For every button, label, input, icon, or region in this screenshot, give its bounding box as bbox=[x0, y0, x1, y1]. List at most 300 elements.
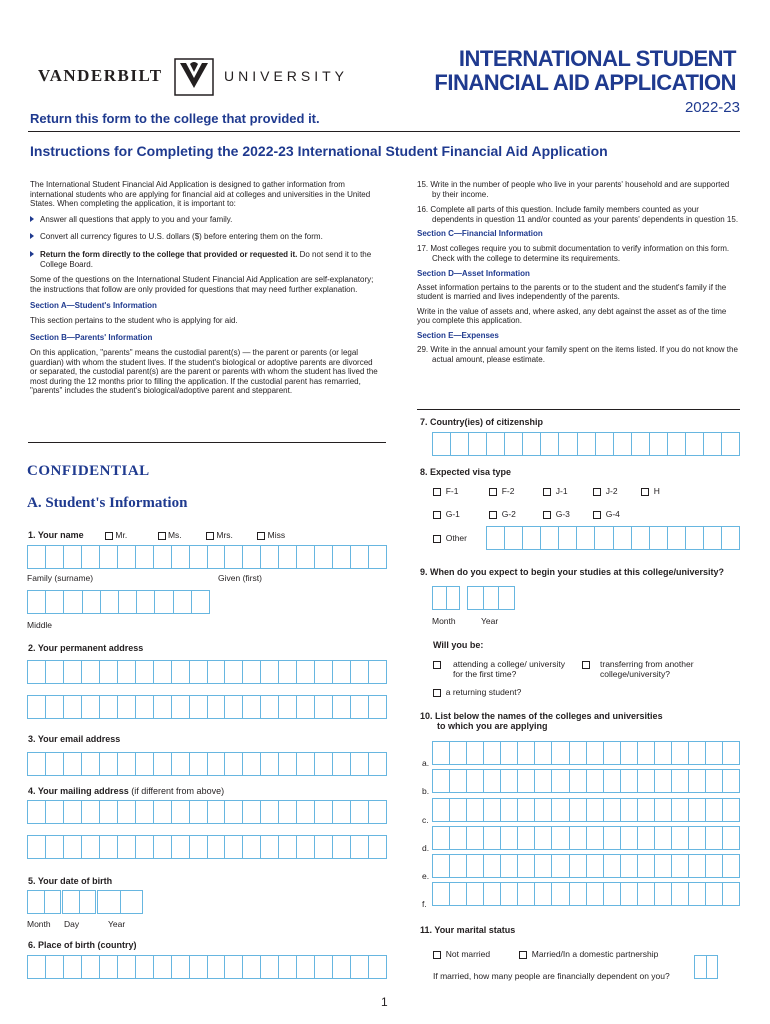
character-cell[interactable] bbox=[706, 883, 723, 905]
character-cell[interactable] bbox=[570, 883, 587, 905]
character-cell[interactable] bbox=[190, 753, 208, 775]
character-cell[interactable] bbox=[484, 827, 501, 849]
character-cell[interactable] bbox=[689, 742, 706, 764]
character-cell[interactable] bbox=[433, 433, 451, 455]
character-cell[interactable] bbox=[535, 742, 552, 764]
character-cell[interactable] bbox=[243, 661, 261, 683]
character-cell[interactable] bbox=[118, 696, 136, 718]
character-cell[interactable] bbox=[706, 855, 723, 877]
character-cell[interactable] bbox=[672, 799, 689, 821]
character-cell[interactable] bbox=[333, 956, 351, 978]
character-cell[interactable] bbox=[672, 827, 689, 849]
character-cell[interactable] bbox=[552, 742, 569, 764]
character-cell[interactable] bbox=[450, 827, 467, 849]
mailing-address-line1-input[interactable] bbox=[27, 800, 387, 824]
character-cell[interactable] bbox=[297, 836, 315, 858]
character-cell[interactable] bbox=[450, 855, 467, 877]
character-cell[interactable] bbox=[351, 546, 369, 568]
checkbox-visa-other[interactable] bbox=[433, 535, 441, 543]
character-cell[interactable] bbox=[704, 527, 722, 549]
character-cell[interactable] bbox=[63, 891, 80, 913]
character-cell[interactable] bbox=[706, 770, 723, 792]
checkbox-not-married[interactable] bbox=[433, 951, 441, 959]
citizenship-input[interactable] bbox=[432, 432, 740, 456]
character-cell[interactable] bbox=[655, 827, 672, 849]
character-cell[interactable] bbox=[315, 696, 333, 718]
character-cell[interactable] bbox=[174, 591, 192, 613]
character-cell[interactable] bbox=[297, 546, 315, 568]
character-cell[interactable] bbox=[638, 855, 655, 877]
character-cell[interactable] bbox=[118, 956, 136, 978]
character-cell[interactable] bbox=[689, 883, 706, 905]
character-cell[interactable] bbox=[689, 770, 706, 792]
character-cell[interactable] bbox=[369, 836, 386, 858]
character-cell[interactable] bbox=[82, 956, 100, 978]
character-cell[interactable] bbox=[190, 956, 208, 978]
character-cell[interactable] bbox=[467, 799, 484, 821]
character-cell[interactable] bbox=[28, 891, 45, 913]
character-cell[interactable] bbox=[64, 546, 82, 568]
character-cell[interactable] bbox=[315, 546, 333, 568]
marital-married[interactable]: Married/In a domestic partnership bbox=[519, 949, 658, 959]
checkbox-ms[interactable] bbox=[158, 532, 166, 540]
character-cell[interactable] bbox=[46, 753, 64, 775]
character-cell[interactable] bbox=[570, 742, 587, 764]
character-cell[interactable] bbox=[638, 799, 655, 821]
character-cell[interactable] bbox=[28, 546, 46, 568]
character-cell[interactable] bbox=[706, 799, 723, 821]
checkbox-transfer[interactable] bbox=[582, 661, 590, 669]
character-cell[interactable] bbox=[668, 527, 686, 549]
character-cell[interactable] bbox=[535, 827, 552, 849]
visa-j1[interactable]: J-1 bbox=[543, 486, 568, 496]
character-cell[interactable] bbox=[208, 956, 226, 978]
character-cell[interactable] bbox=[351, 836, 369, 858]
character-cell[interactable] bbox=[154, 546, 172, 568]
character-cell[interactable] bbox=[46, 956, 64, 978]
character-cell[interactable] bbox=[369, 801, 386, 823]
character-cell[interactable] bbox=[501, 855, 518, 877]
character-cell[interactable] bbox=[46, 836, 64, 858]
character-cell[interactable] bbox=[64, 956, 82, 978]
character-cell[interactable] bbox=[484, 587, 500, 609]
visa-h[interactable]: H bbox=[641, 486, 660, 496]
character-cell[interactable] bbox=[154, 956, 172, 978]
character-cell[interactable] bbox=[190, 801, 208, 823]
character-cell[interactable] bbox=[686, 527, 704, 549]
character-cell[interactable] bbox=[650, 433, 668, 455]
character-cell[interactable] bbox=[46, 591, 64, 613]
character-cell[interactable] bbox=[351, 956, 369, 978]
character-cell[interactable] bbox=[638, 742, 655, 764]
character-cell[interactable] bbox=[192, 591, 209, 613]
character-cell[interactable] bbox=[638, 883, 655, 905]
character-cell[interactable] bbox=[154, 753, 172, 775]
character-cell[interactable] bbox=[621, 742, 638, 764]
character-cell[interactable] bbox=[723, 799, 739, 821]
character-cell[interactable] bbox=[518, 827, 535, 849]
visa-g1[interactable]: G-1 bbox=[433, 509, 460, 519]
character-cell[interactable] bbox=[297, 753, 315, 775]
character-cell[interactable] bbox=[100, 801, 118, 823]
character-cell[interactable] bbox=[279, 661, 297, 683]
character-cell[interactable] bbox=[64, 801, 82, 823]
visa-other-input[interactable] bbox=[486, 526, 740, 550]
character-cell[interactable] bbox=[64, 661, 82, 683]
character-cell[interactable] bbox=[570, 855, 587, 877]
character-cell[interactable] bbox=[433, 587, 447, 609]
character-cell[interactable] bbox=[208, 696, 226, 718]
college-b-input[interactable] bbox=[432, 769, 740, 793]
character-cell[interactable] bbox=[467, 883, 484, 905]
character-cell[interactable] bbox=[695, 956, 707, 978]
character-cell[interactable] bbox=[28, 836, 46, 858]
character-cell[interactable] bbox=[672, 770, 689, 792]
character-cell[interactable] bbox=[118, 753, 136, 775]
character-cell[interactable] bbox=[315, 801, 333, 823]
character-cell[interactable] bbox=[351, 801, 369, 823]
character-cell[interactable] bbox=[64, 591, 82, 613]
character-cell[interactable] bbox=[315, 753, 333, 775]
character-cell[interactable] bbox=[261, 546, 279, 568]
character-cell[interactable] bbox=[261, 753, 279, 775]
character-cell[interactable] bbox=[28, 801, 46, 823]
character-cell[interactable] bbox=[433, 883, 450, 905]
character-cell[interactable] bbox=[451, 433, 469, 455]
character-cell[interactable] bbox=[279, 836, 297, 858]
character-cell[interactable] bbox=[552, 799, 569, 821]
character-cell[interactable] bbox=[28, 956, 46, 978]
character-cell[interactable] bbox=[535, 799, 552, 821]
visa-g2[interactable]: G-2 bbox=[489, 509, 516, 519]
character-cell[interactable] bbox=[119, 591, 137, 613]
character-cell[interactable] bbox=[83, 591, 101, 613]
character-cell[interactable] bbox=[279, 546, 297, 568]
character-cell[interactable] bbox=[225, 753, 243, 775]
character-cell[interactable] bbox=[467, 855, 484, 877]
checkbox-mr[interactable] bbox=[105, 532, 113, 540]
character-cell[interactable] bbox=[604, 770, 621, 792]
character-cell[interactable] bbox=[190, 546, 208, 568]
character-cell[interactable] bbox=[136, 546, 154, 568]
character-cell[interactable] bbox=[351, 753, 369, 775]
checkbox-g4[interactable] bbox=[593, 511, 601, 519]
character-cell[interactable] bbox=[136, 753, 154, 775]
character-cell[interactable] bbox=[136, 956, 154, 978]
character-cell[interactable] bbox=[552, 855, 569, 877]
mailing-address-line2-input[interactable] bbox=[27, 835, 387, 859]
character-cell[interactable] bbox=[706, 742, 723, 764]
dob-year-input[interactable] bbox=[97, 890, 143, 914]
family-name-input[interactable] bbox=[27, 545, 387, 569]
character-cell[interactable] bbox=[80, 891, 96, 913]
college-f-input[interactable] bbox=[432, 882, 740, 906]
character-cell[interactable] bbox=[467, 827, 484, 849]
character-cell[interactable] bbox=[704, 433, 722, 455]
character-cell[interactable] bbox=[604, 799, 621, 821]
character-cell[interactable] bbox=[351, 661, 369, 683]
character-cell[interactable] bbox=[433, 855, 450, 877]
character-cell[interactable] bbox=[723, 883, 739, 905]
character-cell[interactable] bbox=[190, 696, 208, 718]
character-cell[interactable] bbox=[243, 546, 261, 568]
character-cell[interactable] bbox=[155, 591, 173, 613]
character-cell[interactable] bbox=[315, 661, 333, 683]
character-cell[interactable] bbox=[261, 836, 279, 858]
character-cell[interactable] bbox=[28, 661, 46, 683]
character-cell[interactable] bbox=[638, 827, 655, 849]
character-cell[interactable] bbox=[208, 836, 226, 858]
character-cell[interactable] bbox=[82, 546, 100, 568]
character-cell[interactable] bbox=[518, 770, 535, 792]
dependents-count-input[interactable] bbox=[694, 955, 718, 979]
character-cell[interactable] bbox=[587, 855, 604, 877]
character-cell[interactable] bbox=[137, 591, 155, 613]
character-cell[interactable] bbox=[723, 742, 739, 764]
character-cell[interactable] bbox=[501, 799, 518, 821]
visa-g4[interactable]: G-4 bbox=[593, 509, 620, 519]
character-cell[interactable] bbox=[172, 836, 190, 858]
character-cell[interactable] bbox=[208, 753, 226, 775]
character-cell[interactable] bbox=[722, 527, 739, 549]
character-cell[interactable] bbox=[208, 801, 226, 823]
character-cell[interactable] bbox=[650, 527, 668, 549]
character-cell[interactable] bbox=[369, 753, 386, 775]
character-cell[interactable] bbox=[82, 661, 100, 683]
character-cell[interactable] bbox=[484, 883, 501, 905]
character-cell[interactable] bbox=[154, 801, 172, 823]
character-cell[interactable] bbox=[484, 855, 501, 877]
character-cell[interactable] bbox=[689, 855, 706, 877]
character-cell[interactable] bbox=[535, 855, 552, 877]
character-cell[interactable] bbox=[369, 546, 386, 568]
character-cell[interactable] bbox=[447, 587, 460, 609]
character-cell[interactable] bbox=[552, 770, 569, 792]
character-cell[interactable] bbox=[604, 855, 621, 877]
character-cell[interactable] bbox=[707, 956, 718, 978]
character-cell[interactable] bbox=[190, 661, 208, 683]
character-cell[interactable] bbox=[46, 801, 64, 823]
character-cell[interactable] bbox=[46, 546, 64, 568]
character-cell[interactable] bbox=[499, 587, 514, 609]
character-cell[interactable] bbox=[297, 801, 315, 823]
character-cell[interactable] bbox=[225, 836, 243, 858]
character-cell[interactable] bbox=[604, 883, 621, 905]
character-cell[interactable] bbox=[225, 661, 243, 683]
character-cell[interactable] bbox=[535, 883, 552, 905]
character-cell[interactable] bbox=[297, 956, 315, 978]
birthplace-input[interactable] bbox=[27, 955, 387, 979]
character-cell[interactable] bbox=[261, 696, 279, 718]
character-cell[interactable] bbox=[570, 770, 587, 792]
character-cell[interactable] bbox=[518, 883, 535, 905]
character-cell[interactable] bbox=[279, 696, 297, 718]
character-cell[interactable] bbox=[523, 527, 541, 549]
character-cell[interactable] bbox=[154, 696, 172, 718]
checkbox-j2[interactable] bbox=[593, 488, 601, 496]
start-month-input[interactable] bbox=[432, 586, 460, 610]
checkbox-f2[interactable] bbox=[489, 488, 497, 496]
character-cell[interactable] bbox=[672, 742, 689, 764]
checkbox-j1[interactable] bbox=[543, 488, 551, 496]
visa-g3[interactable]: G-3 bbox=[543, 509, 570, 519]
character-cell[interactable] bbox=[243, 801, 261, 823]
character-cell[interactable] bbox=[28, 696, 46, 718]
character-cell[interactable] bbox=[672, 855, 689, 877]
character-cell[interactable] bbox=[468, 587, 484, 609]
character-cell[interactable] bbox=[505, 433, 523, 455]
character-cell[interactable] bbox=[686, 433, 704, 455]
character-cell[interactable] bbox=[243, 696, 261, 718]
character-cell[interactable] bbox=[505, 527, 523, 549]
character-cell[interactable] bbox=[279, 956, 297, 978]
character-cell[interactable] bbox=[172, 801, 190, 823]
character-cell[interactable] bbox=[433, 742, 450, 764]
character-cell[interactable] bbox=[604, 827, 621, 849]
character-cell[interactable] bbox=[297, 696, 315, 718]
character-cell[interactable] bbox=[501, 827, 518, 849]
character-cell[interactable] bbox=[333, 753, 351, 775]
character-cell[interactable] bbox=[621, 827, 638, 849]
character-cell[interactable] bbox=[433, 827, 450, 849]
character-cell[interactable] bbox=[518, 855, 535, 877]
character-cell[interactable] bbox=[172, 546, 190, 568]
character-cell[interactable] bbox=[208, 661, 226, 683]
character-cell[interactable] bbox=[243, 956, 261, 978]
character-cell[interactable] bbox=[523, 433, 541, 455]
character-cell[interactable] bbox=[351, 696, 369, 718]
option-first-time[interactable]: attending a college/ university for the first time? bbox=[433, 659, 573, 679]
character-cell[interactable] bbox=[225, 696, 243, 718]
checkbox-mrs[interactable] bbox=[206, 532, 214, 540]
character-cell[interactable] bbox=[82, 801, 100, 823]
dob-month-input[interactable] bbox=[27, 890, 61, 914]
character-cell[interactable] bbox=[632, 527, 650, 549]
checkbox-married[interactable] bbox=[519, 951, 527, 959]
character-cell[interactable] bbox=[208, 546, 226, 568]
character-cell[interactable] bbox=[225, 801, 243, 823]
character-cell[interactable] bbox=[101, 591, 119, 613]
character-cell[interactable] bbox=[621, 883, 638, 905]
character-cell[interactable] bbox=[225, 546, 243, 568]
character-cell[interactable] bbox=[655, 855, 672, 877]
character-cell[interactable] bbox=[433, 799, 450, 821]
character-cell[interactable] bbox=[100, 696, 118, 718]
character-cell[interactable] bbox=[98, 891, 121, 913]
visa-f2[interactable]: F-2 bbox=[489, 486, 514, 496]
character-cell[interactable] bbox=[136, 801, 154, 823]
character-cell[interactable] bbox=[578, 433, 596, 455]
middle-name-input[interactable] bbox=[27, 590, 210, 614]
character-cell[interactable] bbox=[467, 770, 484, 792]
character-cell[interactable] bbox=[621, 855, 638, 877]
character-cell[interactable] bbox=[82, 836, 100, 858]
character-cell[interactable] bbox=[484, 770, 501, 792]
character-cell[interactable] bbox=[279, 801, 297, 823]
character-cell[interactable] bbox=[121, 891, 143, 913]
marital-not-married[interactable]: Not married bbox=[433, 949, 490, 959]
character-cell[interactable] bbox=[621, 770, 638, 792]
character-cell[interactable] bbox=[243, 753, 261, 775]
character-cell[interactable] bbox=[450, 742, 467, 764]
character-cell[interactable] bbox=[450, 883, 467, 905]
character-cell[interactable] bbox=[672, 883, 689, 905]
character-cell[interactable] bbox=[136, 696, 154, 718]
character-cell[interactable] bbox=[501, 770, 518, 792]
character-cell[interactable] bbox=[541, 433, 559, 455]
character-cell[interactable] bbox=[154, 836, 172, 858]
checkbox-g2[interactable] bbox=[489, 511, 497, 519]
character-cell[interactable] bbox=[100, 546, 118, 568]
character-cell[interactable] bbox=[484, 742, 501, 764]
character-cell[interactable] bbox=[333, 546, 351, 568]
character-cell[interactable] bbox=[172, 696, 190, 718]
character-cell[interactable] bbox=[64, 836, 82, 858]
character-cell[interactable] bbox=[467, 742, 484, 764]
character-cell[interactable] bbox=[559, 433, 577, 455]
checkbox-f1[interactable] bbox=[433, 488, 441, 496]
character-cell[interactable] bbox=[689, 799, 706, 821]
permanent-address-line1-input[interactable] bbox=[27, 660, 387, 684]
character-cell[interactable] bbox=[559, 527, 577, 549]
character-cell[interactable] bbox=[190, 836, 208, 858]
character-cell[interactable] bbox=[614, 527, 632, 549]
checkbox-g3[interactable] bbox=[543, 511, 551, 519]
character-cell[interactable] bbox=[621, 799, 638, 821]
college-a-input[interactable] bbox=[432, 741, 740, 765]
permanent-address-line2-input[interactable] bbox=[27, 695, 387, 719]
character-cell[interactable] bbox=[369, 661, 386, 683]
character-cell[interactable] bbox=[64, 696, 82, 718]
character-cell[interactable] bbox=[484, 799, 501, 821]
email-input[interactable] bbox=[27, 752, 387, 776]
character-cell[interactable] bbox=[535, 770, 552, 792]
character-cell[interactable] bbox=[136, 836, 154, 858]
character-cell[interactable] bbox=[655, 770, 672, 792]
character-cell[interactable] bbox=[587, 799, 604, 821]
character-cell[interactable] bbox=[333, 836, 351, 858]
character-cell[interactable] bbox=[28, 591, 46, 613]
character-cell[interactable] bbox=[706, 827, 723, 849]
character-cell[interactable] bbox=[469, 433, 487, 455]
character-cell[interactable] bbox=[369, 956, 386, 978]
character-cell[interactable] bbox=[333, 661, 351, 683]
character-cell[interactable] bbox=[315, 836, 333, 858]
character-cell[interactable] bbox=[118, 661, 136, 683]
character-cell[interactable] bbox=[668, 433, 686, 455]
character-cell[interactable] bbox=[315, 956, 333, 978]
character-cell[interactable] bbox=[723, 827, 739, 849]
checkbox-h[interactable] bbox=[641, 488, 649, 496]
character-cell[interactable] bbox=[100, 753, 118, 775]
character-cell[interactable] bbox=[64, 753, 82, 775]
character-cell[interactable] bbox=[369, 696, 386, 718]
character-cell[interactable] bbox=[723, 855, 739, 877]
checkbox-miss[interactable] bbox=[257, 532, 265, 540]
checkbox-first-time[interactable] bbox=[433, 661, 441, 669]
character-cell[interactable] bbox=[172, 753, 190, 775]
start-year-input[interactable] bbox=[467, 586, 515, 610]
character-cell[interactable] bbox=[689, 827, 706, 849]
character-cell[interactable] bbox=[46, 661, 64, 683]
college-e-input[interactable] bbox=[432, 854, 740, 878]
character-cell[interactable] bbox=[596, 433, 614, 455]
character-cell[interactable] bbox=[100, 836, 118, 858]
character-cell[interactable] bbox=[518, 799, 535, 821]
character-cell[interactable] bbox=[552, 827, 569, 849]
character-cell[interactable] bbox=[552, 883, 569, 905]
character-cell[interactable] bbox=[632, 433, 650, 455]
